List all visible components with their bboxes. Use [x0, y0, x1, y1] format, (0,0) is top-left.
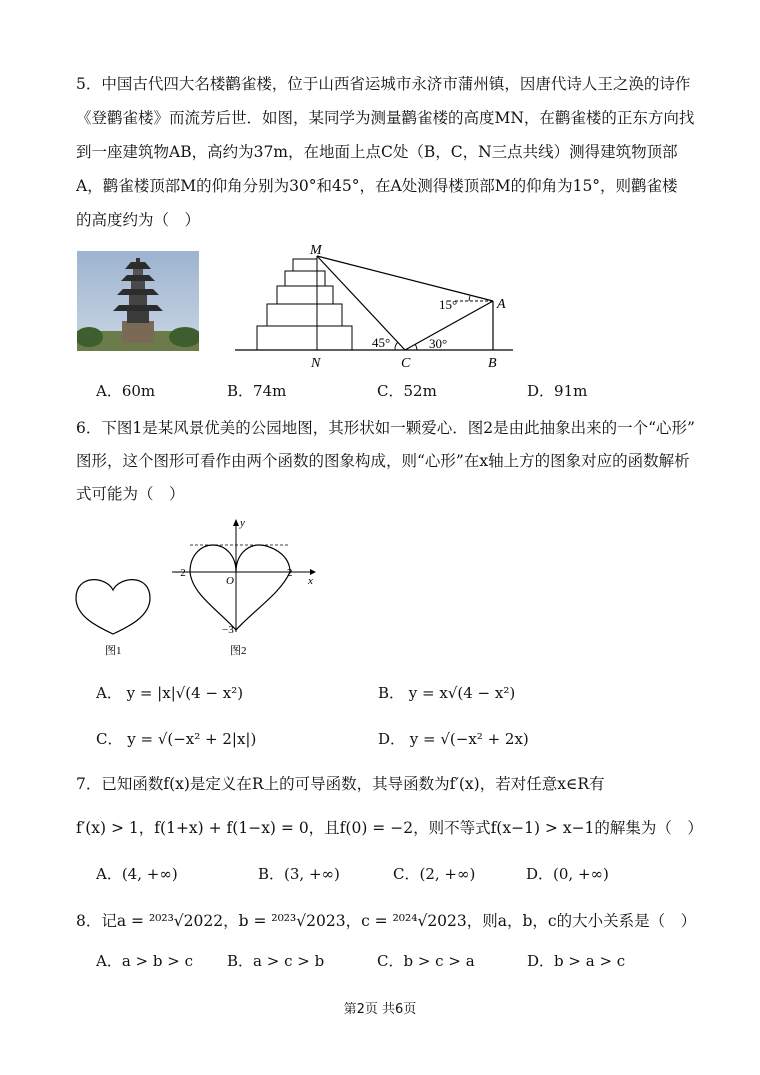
- tower-photo: [77, 251, 199, 351]
- label-C: C: [401, 356, 411, 370]
- q5-option-d: D．91m: [527, 382, 588, 400]
- fig2-caption: 图2: [230, 645, 247, 657]
- q5-line-1: 5．中国古代四大名楼鹳雀楼，位于山西省运城市永济市蒲州镇，因唐代诗人王之涣的诗作: [76, 75, 691, 93]
- q6-option-b: B． y = x√(4 − x²): [378, 684, 516, 702]
- heart-figure-2: [168, 514, 320, 664]
- q8-option-d: D．b > a > c: [527, 952, 626, 970]
- q5-option-b: B．74m: [227, 382, 287, 400]
- tower-geometry-figure: [233, 240, 523, 370]
- q6-line-2: 图形，这个图形可看作由两个函数的图象构成，则“心形”在x轴上方的图象对应的函数解析: [76, 452, 690, 470]
- q6-line-1: 6．下图1是某风景优美的公园地图，其形状如一颗爱心．图2是由此抽象出来的一个“心形”: [76, 419, 695, 437]
- q6-option-a: A． y = |x|√(4 − x²): [96, 684, 244, 702]
- label-M: M: [310, 243, 322, 258]
- page-footer: 第2页 共6页: [343, 1002, 417, 1017]
- q8-option-a: A．a > b > c: [96, 952, 193, 970]
- label-A: A: [497, 297, 506, 312]
- label-angle-30: 30°: [429, 336, 448, 351]
- q6-option-c: C． y = √(−x² + 2|x|): [96, 730, 257, 748]
- q5-line-5: 的高度约为（ ）: [76, 211, 201, 229]
- label-angle-15: 15°: [439, 297, 458, 312]
- axis-x-label: x: [308, 575, 313, 587]
- q5-line-3: 到一座建筑物AB，高约为37m，在地面上点C处（B，C，N三点共线）测得建筑物顶部: [76, 143, 678, 161]
- tick-pos2: 2: [287, 567, 293, 579]
- tick-neg2: −2: [174, 567, 186, 579]
- q7-option-c: C．(2, +∞): [393, 865, 476, 883]
- q5-option-a: A．60m: [96, 382, 156, 400]
- axis-y-label: y: [240, 517, 245, 529]
- q7-option-b: B．(3, +∞): [258, 865, 340, 883]
- q7-option-a: A．(4, +∞): [96, 865, 178, 883]
- heart-figure-1: [72, 572, 154, 662]
- origin-label: O: [226, 575, 234, 587]
- q5-line-2: 《登鹳雀楼》而流芳后世．如图，某同学为测量鹳雀楼的高度MN，在鹳雀楼的正东方向找: [76, 109, 695, 127]
- tick-neg3: −3: [222, 624, 234, 636]
- label-B: B: [488, 356, 497, 370]
- q8-option-c: C．b > c > a: [377, 952, 475, 970]
- q7-option-d: D．(0, +∞): [526, 865, 609, 883]
- q8-option-b: B．a > c > b: [227, 952, 325, 970]
- label-N: N: [311, 356, 321, 370]
- q5-line-4: A，鹳雀楼顶部M的仰角分别为30°和45°，在A处测得楼顶部M的仰角为15°，则鹳雀楼: [76, 177, 678, 195]
- q5-option-c: C．52m: [377, 382, 437, 400]
- q8-line-1: 8．记a = ²⁰²³√2022，b = ²⁰²³√2023，c = ²⁰²⁴√2023，则a，b，c的大小关系是（ ）: [76, 912, 697, 930]
- q7-line-2: f′(x) > 1，f(1+x) + f(1−x) = 0，且f(0) = −2，则不等式f(x−1) > x−1的解集为（ ）: [76, 819, 703, 837]
- q6-option-d: D． y = √(−x² + 2x): [378, 730, 529, 748]
- fig1-caption: 图1: [105, 645, 122, 657]
- label-angle-45: 45°: [372, 335, 391, 350]
- q6-line-3: 式可能为（ ）: [76, 485, 185, 503]
- q7-line-1: 7．已知函数f(x)是定义在R上的可导函数，其导函数为f′(x)，若对任意x∈R有: [76, 775, 605, 793]
